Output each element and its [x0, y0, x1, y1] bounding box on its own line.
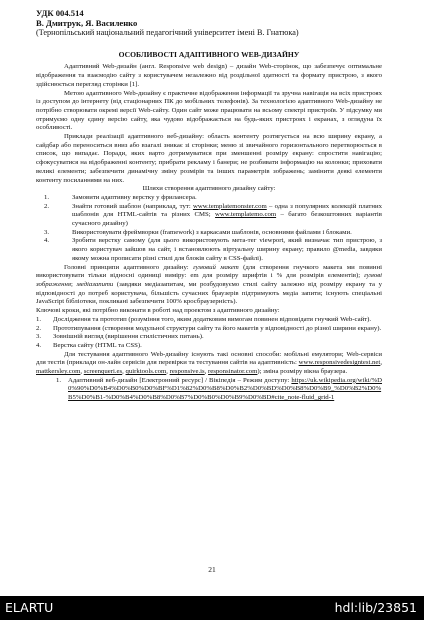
repository-name: ELARTU [5, 600, 54, 615]
footer-bar [0, 596, 424, 620]
article-body [36, 8, 382, 403]
article-title: ОСОБЛИВОСТІ АДАПТИВНОГО WEB-ДИЗАЙНУ [118, 50, 300, 60]
quirktools-link[interactable]: quirktools.com [125, 368, 167, 376]
screenqueri-link[interactable]: screenqueri.es [83, 368, 123, 376]
udk-code: УДК 004.514 [36, 8, 84, 18]
responsive-is-link[interactable]: responsive.is [169, 368, 205, 376]
list-item: 4. Верстка сайту (HTML та CSS). [36, 341, 142, 349]
responsinator-link[interactable]: responsinator.com [208, 368, 258, 376]
list-item: 2. Прототипування (створення модульної структури сайту та його макетів у відповідності до різної ширини екрану). [36, 324, 382, 332]
responsivedesigntest-link[interactable]: www.responsivedesigntest.net [298, 359, 381, 367]
steps-heading: Ключові кроки, які потрібно виконати в роботі над проектом з адаптивного дизайну: [36, 307, 280, 315]
reference-item: 1. Адаптивний веб-дизайн [Електронний ресурс] / Вікіпедія – Режим доступу: https://uk.wikipedia.org/wiki/%D0%90%D0%B4%D0%B0%D0%BF%D1%82%D0%B8%D0%B2%D0%BD%D0%B8%D0%B9_%D0%B2%D0%B5%D0%B1-%D0%B4%D0%B8%D0%B7%D0%B0%D0%B9%D0%BD#cite_note-fluid_grid-1 [56, 376, 382, 402]
handle-id: hdl:lib/23851 [334, 600, 417, 615]
list-item: 3. Використовувати фреймворки (framework) з каркасами шаблонів, основними файлами і блоками. [44, 228, 352, 236]
page-number: 21 [208, 565, 216, 574]
list-item: 2. Знайти готовий шаблон (наприклад, тут: www.templatemonster.com – одна з популярних колекцій платних шаблонів для HTML-сайтів та різних CMS; www.templatemo.com – багато безкоштовних варіантів сучасного дизайну) [44, 202, 382, 228]
templatemonster-link[interactable]: www.templatemonster.com [192, 202, 267, 210]
paragraph-examples: Приклади реалізації адаптивного веб-дизайну: область контенту розтягується на всю ширину екрану, а сайдбар або переноситься вниз або взагалі зникає зі сторінки; меню зі звичайного горизонтального перетворюється в список, що випадає. Поради, яких варто дотримуватися при зменшенні розміру екрану: спростити навігацію; сфокусуватися на відображенні контенту; прибрати рекламу і банери; не розбивати інформацію на колонки; приховати великі елементи; забезпечити динамічну зміну розмірів та інших параметрів зображень; замінити деякі елементи контенту посиланнями на них. [36, 133, 382, 184]
ways-heading: Шляхи створення адаптивного дизайну сайту: [142, 185, 276, 193]
templatemo-link[interactable]: www.templatemo.com [215, 211, 277, 219]
affiliation: (Тернопільський національний педагогічний університет імені В. Гнатюка) [36, 28, 299, 38]
paragraph-testing: Для тестування адаптивного Web-дизайну існують такі основні способи: мобільні емулятори; Web-сервіси для тестів (приклади он-лайн сервісів для перевірки та тестування сайтів на адаптивність: www.responsivedesigntest.net, mattkersley.com, screenqueri.es, quirktools.com, responsive.is, responsinator.com); зміна розміру вікна браузера. [36, 350, 382, 376]
list-item: 1. Замовити адаптивну верстку у фрилансера. [44, 193, 197, 201]
paragraph-purpose: Метою адаптивного Web-дизайну є практичне відображення інформації та зручна навігація на всіх пристроях із доступом до інтернету (від стаціонарних ПК до мобільних телефонів). За технологією адаптивного Web-дизайну не потрібно створювати окремі версії Web-сайту. Один сайт може працювати на всьому спектрі пристроїв. У підсумку ми отримуємо одну єдину версію сайту, яка чудово відображається на будь-яких пристроях і екранах, з оглядуна їх особливості. [36, 89, 382, 132]
authors: В. Дмитрук, Я. Василенко [36, 18, 138, 29]
paragraph-principles: Головні принципи адаптивного дизайну: гумовий макет (для створення гнучкого макета ми повинні використовувати тільки відносні одиниці виміру: em для розміру шрифтів і % для розмірів елементів); гумові зображення; медіазапити (завдяки медіазапитам, ми розбудовуємо стилі сайту залежно від розміру екрану та у відповідності до потреб користувача, більшість сучасних браузерів підтримують медіа запити; існують спеціальні JavaScript бібліотеки, покликані забезпечити 100% кросбраузерність). [36, 263, 382, 306]
paragraph-intro: Адаптивний Web-дизайн (англ. Responsive web design) – дизайн Web-сторінок, що забезпечує оптимальне відображення та взаємодію сайту з користувачем незалежно від роздільної здатності та формату пристрою, з якого здійснюється перегляд сторінки [1]. [36, 63, 382, 88]
list-item: 3. Зовнішній вигляд (вирішення стилістичних питань). [36, 333, 204, 341]
mattkersley-link[interactable]: mattkersley.com [36, 368, 81, 376]
wikipedia-reference-link[interactable]: https://uk.wikipedia.org/wiki/%D0%90%D0%B4%D0%B0%D0%BF%D1%82%D0%B8%D0%B2%D0%BD%D0%B8%D0%B9_%D0%B2%D0%B5%D0%B1-%D0%B4%D0%B8%D0%B7%D0%B0%D0%B9%D0%BD#cite_note-fluid_grid-1 [68, 376, 382, 402]
list-item: 1. Дослідження та прототип (розуміння того, яким додатковим вимогам повинен відповідати гнучкий Web-сайт). [36, 315, 372, 323]
list-item: 4. Зробити верстку самому (для цього використовують мета-тег viewport, який визначає тип пристрою, з якого користувач зайшов на сайт, і встановлюють віртуальну ширину екрану; правило @media, завдяки якому можна прописати різні стилі для блоків сайту в CSS-файлі). [44, 237, 382, 262]
